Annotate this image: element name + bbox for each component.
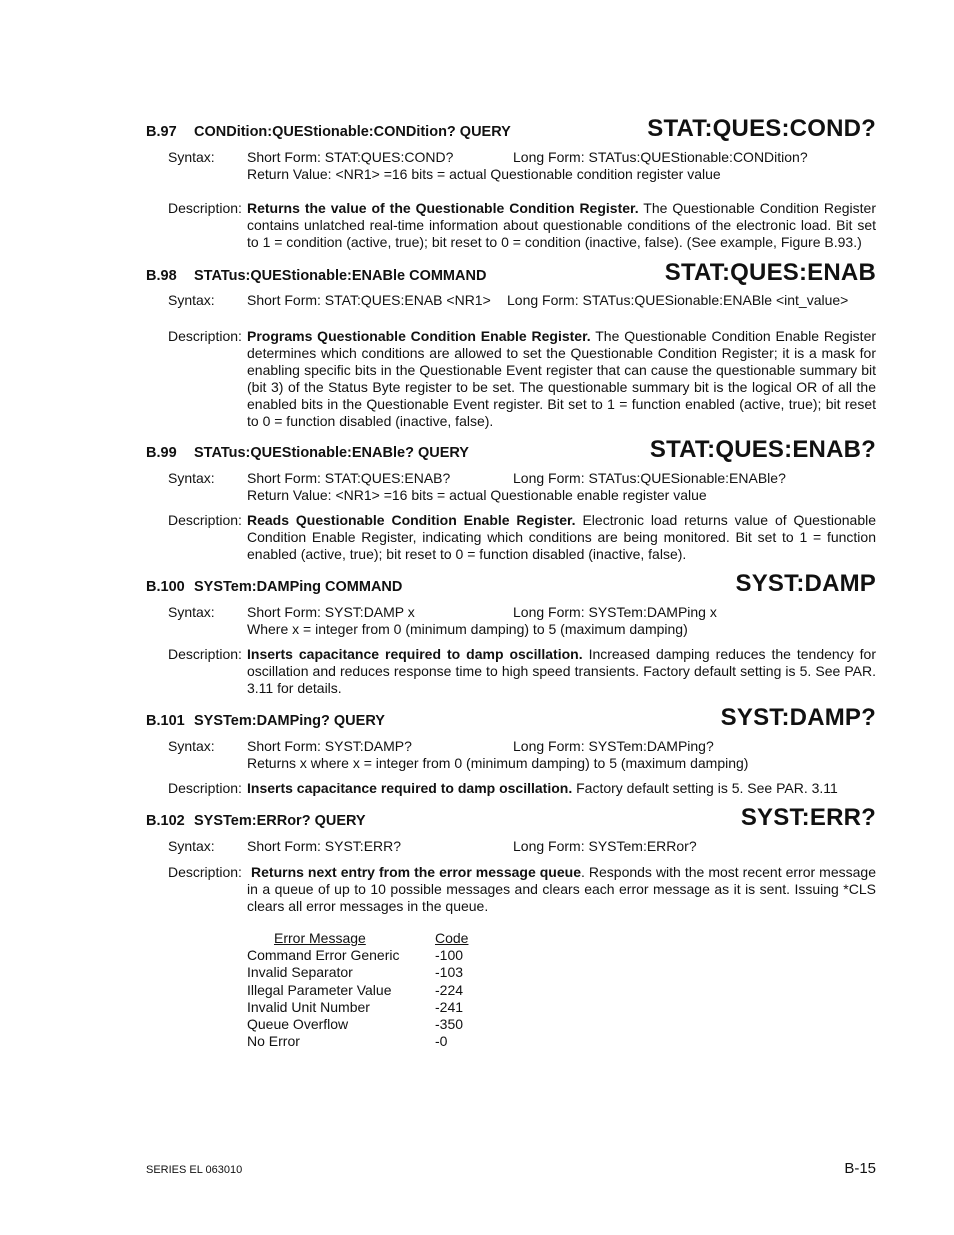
section-title-text: SYSTem:DAMPing COMMAND: [194, 579, 403, 595]
error-code-cell: -350: [435, 1016, 464, 1033]
description-lead: Returns the value of the Questionable Condition Register.: [247, 200, 639, 216]
return-value: Returns x where x = integer from 0 (minimum damping) to 5 (maximum damping): [247, 755, 749, 771]
description-text: Factory default setting is 5. See PAR. 3.11: [576, 780, 838, 796]
section-heading: [146, 437, 876, 463]
short-form: Short Form: SYST:DAMP x: [247, 604, 415, 620]
error-code-cell: -224: [435, 981, 464, 998]
section-title: [146, 124, 511, 140]
syntax-row: [146, 470, 876, 504]
description-row: [146, 200, 876, 251]
description-label: Description:: [168, 328, 242, 344]
error-message-cell: Illegal Parameter Value: [247, 981, 392, 998]
page-number: B-15: [844, 1160, 876, 1177]
long-form: Long Form: STATus:QUESionable:ENABle <int_value>: [507, 292, 849, 308]
syntax-row: [146, 838, 876, 855]
section-title-text: STATus:QUEStionable:ENABle COMMAND: [194, 268, 487, 284]
section-number: B.98: [146, 268, 177, 284]
description-lead: Inserts capacitance required to damp oscillation.: [247, 646, 583, 662]
command-mnemonic: STAT:QUES:ENAB: [664, 259, 876, 286]
error-message-cell: Command Error Generic: [247, 947, 400, 964]
description-row: [146, 780, 876, 797]
section-title: [146, 579, 402, 595]
parameter-note: Where x = integer from 0 (minimum damping) to 5 (maximum damping): [247, 621, 688, 637]
description-lead: Returns next entry from the error message queue: [251, 864, 581, 880]
description-text: The Questionable Condition Enable Register determines which conditions are allowed to set the Questionable Condition Register; it is a mask for enabling specific bits in the Questionable Event register that can cause the questionable summary bit (bit 3) of the Status Byte register to be set. The questionable summary bit is the logical OR of all the enabled bits in the Questionable Event register. Bit set to 1 = function enabled (active, true); bit reset to 0 = function disabled (inactive, false).: [247, 328, 877, 429]
short-form: Short Form: STAT:QUES:COND?: [247, 149, 454, 165]
short-form: Short Form: STAT:QUES:ENAB?: [247, 470, 451, 486]
description-text: . Responds with the most recent error message in a queue of up to 10 possible messages and clears each error message as it is sent. Issuing *CLS clears all error messages in the queue.: [247, 864, 876, 914]
description-lead: Inserts capacitance required to damp oscillation.: [247, 780, 573, 796]
description-label: Description:: [168, 780, 242, 796]
section-title: [146, 813, 366, 829]
section-b100: [146, 571, 876, 697]
section-title-text: CONDition:QUEStionable:CONDition? QUERY: [194, 124, 511, 140]
section-number: B.102: [146, 813, 185, 829]
error-message-cell: No Error: [247, 1033, 300, 1050]
section-heading: [146, 571, 876, 597]
section-number: B.101: [146, 713, 185, 729]
syntax-row: [146, 738, 876, 772]
section-title-text: STATus:QUEStionable:ENABle? QUERY: [194, 445, 469, 461]
error-table-wrap: [146, 930, 876, 1050]
command-mnemonic: STAT:QUES:ENAB?: [649, 436, 876, 463]
description-label: Description:: [168, 864, 242, 880]
table-row: [247, 999, 468, 1016]
section-number: B.100: [146, 579, 185, 595]
section-title: [146, 268, 486, 284]
error-code-cell: -100: [435, 947, 464, 964]
short-form: Short Form: SYST:ERR?: [247, 838, 402, 854]
description-lead: Reads Questionable Condition Enable Register.: [247, 512, 576, 528]
section-heading: [146, 116, 876, 142]
description-label: Description:: [168, 512, 242, 528]
long-form: Long Form: SYSTem:DAMPing x: [513, 604, 717, 620]
section-b101: [146, 705, 876, 797]
section-heading: [146, 260, 876, 286]
command-mnemonic: SYST:ERR?: [740, 804, 876, 831]
description-row: [146, 328, 876, 430]
description-row: [146, 864, 876, 915]
table-row: [247, 982, 468, 999]
description-lead: Programs Questionable Condition Enable Register.: [247, 328, 591, 344]
description-row: [146, 512, 876, 563]
error-message-cell: Invalid Separator: [247, 964, 353, 981]
table-row: [247, 964, 468, 981]
syntax-label: Syntax:: [168, 838, 215, 854]
section-title: [146, 713, 385, 729]
column-header-error-message: Error Message: [274, 930, 366, 946]
column-header-code: Code: [435, 930, 469, 946]
long-form: Long Form: SYSTem:ERRor?: [513, 838, 697, 854]
syntax-row: [146, 149, 876, 183]
command-mnemonic: SYST:DAMP: [735, 570, 876, 597]
error-message-cell: Invalid Unit Number: [247, 998, 370, 1015]
long-form: Long Form: STATus:QUEStionable:CONDition?: [513, 149, 808, 165]
table-row: [247, 947, 468, 964]
syntax-label: Syntax:: [168, 604, 215, 620]
section-number: B.97: [146, 124, 177, 140]
section-title-text: SYSTem:ERRor? QUERY: [194, 813, 366, 829]
command-mnemonic: STAT:QUES:COND?: [647, 115, 876, 142]
command-mnemonic: SYST:DAMP?: [720, 704, 876, 731]
error-code-cell: -103: [435, 964, 464, 981]
short-form: Short Form: STAT:QUES:ENAB <NR1>: [247, 292, 491, 308]
description-row: [146, 646, 876, 697]
table-row: [247, 1033, 468, 1050]
long-form: Long Form: SYSTem:DAMPing?: [513, 738, 714, 754]
section-b99: [146, 437, 876, 563]
section-heading: [146, 805, 876, 831]
description-text: The Questionable Condition Register contains unlatched real-time information about questionable conditions of the electronic load. Bit set to 1 = condition (active, true); bit reset to 0 = condition (inactive, false). (See example, Figure B.93.): [247, 200, 876, 250]
return-value: Return Value: <NR1> =16 bits = actual Questionable enable register value: [247, 487, 707, 503]
syntax-label: Syntax:: [168, 149, 215, 165]
section-b97: [146, 116, 876, 251]
section-b98: [146, 260, 876, 430]
short-form: Short Form: SYST:DAMP?: [247, 738, 412, 754]
table-header-row: [247, 930, 468, 947]
syntax-label: Syntax:: [168, 292, 215, 308]
section-title: [146, 445, 469, 461]
syntax-row: [146, 604, 876, 638]
section-number: B.99: [146, 445, 177, 461]
description-text: Increased damping reduces the tendency for oscillation and reduces response time to high speed transients. Factory default setting is 5. See PAR. 3.11 for details.: [247, 646, 876, 696]
section-heading: [146, 705, 876, 731]
description-label: Description:: [168, 646, 242, 662]
description-text: Electronic load returns value of Questionable Condition Enable Register, indicating which conditions are being monitored. Bit set to 1 = function enabled (active, true); bit reset to 0 = function disabled (inactive, false).: [247, 512, 877, 562]
section-title-text: SYSTem:DAMPing? QUERY: [194, 713, 385, 729]
syntax-label: Syntax:: [168, 738, 215, 754]
description-label: Description:: [168, 200, 242, 216]
syntax-row: [146, 292, 876, 309]
error-message-cell: Queue Overflow: [247, 1016, 349, 1033]
section-b102: [146, 805, 876, 1050]
long-form: Long Form: STATus:QUESionable:ENABle?: [513, 470, 786, 486]
error-code-cell: -241: [435, 998, 464, 1015]
syntax-label: Syntax:: [168, 470, 215, 486]
return-value: Return Value: <NR1> =16 bits = actual Questionable condition register value: [247, 166, 721, 182]
footer-series: SERIES EL 063010: [146, 1164, 243, 1176]
error-code-table: [247, 930, 468, 1050]
table-row: [247, 1016, 468, 1033]
error-code-cell: -0: [435, 1033, 448, 1050]
